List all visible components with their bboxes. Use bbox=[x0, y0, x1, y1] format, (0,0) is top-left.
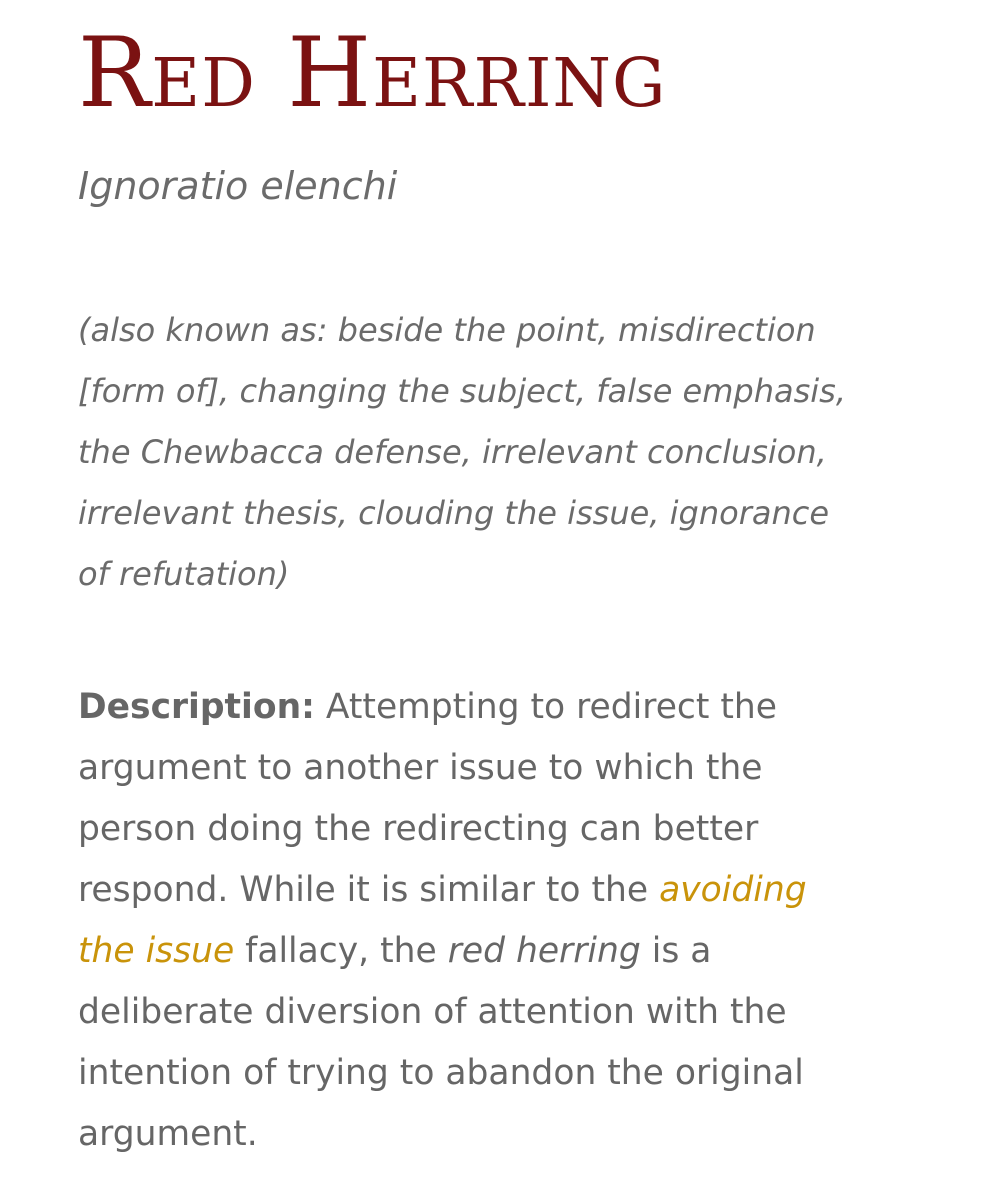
aka-line: irrelevant thesis, clouding the issue, ignorance bbox=[78, 494, 830, 532]
aka-line: the Chewbacca defense, irrelevant conclusion, bbox=[78, 433, 827, 471]
description-line: deliberate diversion of attention with the bbox=[78, 992, 787, 1032]
latin-name: Ignoratio elenchi bbox=[78, 164, 398, 208]
description-text: respond. While it is similar to the bbox=[78, 870, 660, 910]
avoiding-the-issue-link[interactable]: avoiding bbox=[659, 870, 807, 910]
description-line: intention of trying to abandon the original bbox=[78, 1053, 804, 1093]
also-known-as bbox=[78, 300, 938, 605]
description-line bbox=[78, 860, 958, 921]
description-line: person doing the redirecting can better bbox=[78, 809, 759, 849]
red-herring-term: red herring bbox=[447, 931, 641, 971]
description-line: argument to another issue to which the bbox=[78, 748, 763, 788]
description-line bbox=[78, 677, 958, 738]
aka-line: of refutation) bbox=[78, 555, 290, 593]
description-text: Attempting to redirect the bbox=[314, 687, 777, 727]
description-text: fallacy, the bbox=[234, 931, 448, 971]
description-line: argument. bbox=[78, 1114, 258, 1154]
avoiding-the-issue-link[interactable]: the issue bbox=[78, 931, 235, 971]
description-label: Description: bbox=[78, 687, 315, 727]
aka-line: (also known as: beside the point, misdirection bbox=[78, 311, 816, 349]
description bbox=[78, 677, 958, 1165]
aka-line: [form of], changing the subject, false emphasis, bbox=[78, 372, 847, 410]
description-text: is a bbox=[640, 931, 712, 971]
description-line bbox=[78, 921, 958, 982]
page-title: Red Herring bbox=[78, 17, 667, 129]
